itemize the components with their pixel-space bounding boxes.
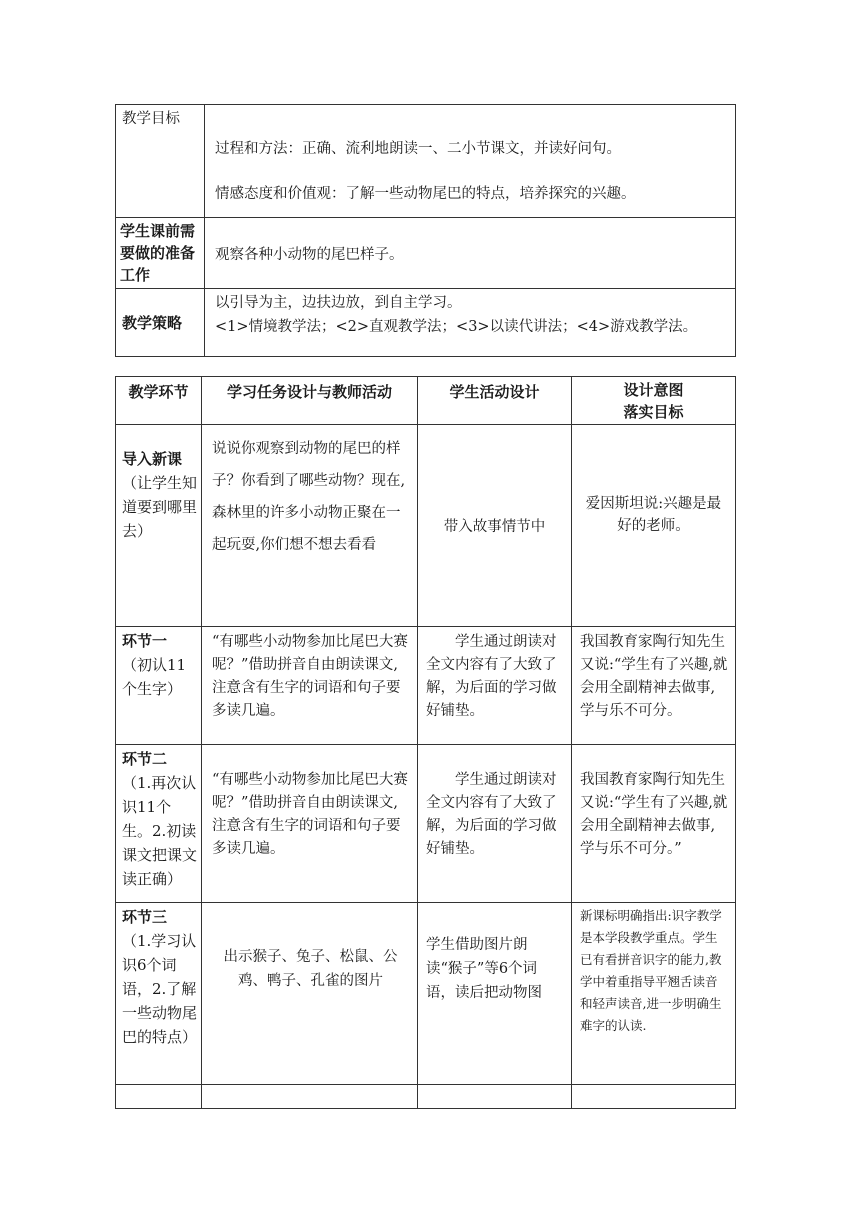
empty-cell [572, 1085, 736, 1109]
stage-cell [116, 903, 202, 1085]
stage-sub: （初认11个生字） [122, 656, 187, 698]
design-intent: 我国教育家陶行知先生又说:“学生有了兴趣,就会用全副精神去做事,学与乐不可分。” [572, 745, 736, 903]
goal-line-2: 情感态度和价值观：了解一些动物尾巴的特点，培养探究的兴趣。 [215, 186, 636, 202]
empty-cell [116, 1085, 202, 1109]
stage-cell [116, 425, 202, 627]
stage-sub: （让学生知道要到哪里去） [122, 474, 198, 540]
header-row [116, 377, 736, 425]
student-activity: 学生借助图片朗读“猴子”等6个词语，读后把动物图 [418, 903, 572, 1085]
student-activity: 带入故事情节中 [418, 425, 572, 627]
goals-label: 教学目标 [116, 105, 205, 218]
lesson-info-table [115, 104, 736, 357]
header-intent [572, 377, 736, 425]
table-row [116, 745, 736, 903]
teacher-activity: “有哪些小动物参加比尾巴大赛呢？”借助拼音自由朗读课文,注意含有生字的词语和句子要多读几遍。 [202, 627, 418, 745]
strategy-content [205, 289, 736, 357]
table-row [116, 627, 736, 745]
empty-cell [202, 1085, 418, 1109]
design-intent: 爱因斯坦说:兴趣是最好的老师。 [572, 425, 736, 627]
header-teacher: 学习任务设计与教师活动 [202, 377, 418, 425]
header-intent-line1: 设计意图 [623, 381, 684, 399]
teacher-activity: 出示猴子、兔子、松鼠、公鸡、鸭子、孔雀的图片 [202, 903, 418, 1085]
stage-title: 环节二 [122, 750, 168, 768]
strategy-line-1: 以引导为主，边扶边放，到自主学习。 [215, 295, 462, 311]
table-row [116, 425, 736, 627]
prep-row [116, 218, 736, 289]
stage-sub: （1.学习认识6个词语，2.了解一些动物尾巴的特点） [122, 932, 198, 1046]
header-stage: 教学环节 [116, 377, 202, 425]
strategy-line-2: <1>情境教学法；<2>直观教学法；<3>以读代讲法；<4>游戏教学法。 [215, 319, 698, 335]
goal-line-1: 过程和方法：正确、流利地朗读一、二小节课文，并读好问句。 [215, 141, 621, 157]
strategy-label: 教学策略 [116, 289, 205, 357]
teacher-activity: 说说你观察到动物的尾巴的样子？你看到了哪些动物？现在,森林里的许多小动物正聚在一起玩耍,你们想不想去看看 [202, 425, 418, 627]
goals-content [205, 105, 736, 218]
stage-title: 导入新课 [122, 450, 183, 468]
prep-label: 学生课前需要做的准备工作 [116, 218, 205, 289]
teacher-activity: “有哪些小动物参加比尾巴大赛呢？”借助拼音自由朗读课文,注意含有生字的词语和句子要多读几遍。 [202, 745, 418, 903]
header-intent-line2: 落实目标 [623, 403, 684, 421]
stage-cell [116, 627, 202, 745]
header-student: 学生活动设计 [418, 377, 572, 425]
prep-value: 观察各种小动物的尾巴样子。 [205, 218, 736, 289]
stage-title: 环节三 [122, 908, 168, 926]
stage-sub: （1.再次认识11个生。2.初读课文把课文读正确） [122, 774, 198, 888]
strategy-row [116, 289, 736, 357]
student-activity: 学生通过朗读对全文内容有了大致了解，为后面的学习做好铺垫。 [418, 745, 572, 903]
design-intent: 我国教育家陶行知先生又说:“学生有了兴趣,就会用全副精神去做事,学与乐不可分。 [572, 627, 736, 745]
stage-title: 环节一 [122, 632, 168, 650]
student-activity: 学生通过朗读对全文内容有了大致了解，为后面的学习做好铺垫。 [418, 627, 572, 745]
design-intent: 新课标明确指出:识字教学是本学段教学重点。学生已有看拼音识字的能力,教学中着重指导平翘舌读音和轻声读音,进一步明确生难字的认读. [572, 903, 736, 1085]
empty-cell [418, 1085, 572, 1109]
goals-row [116, 105, 736, 218]
table-row [116, 903, 736, 1085]
lesson-process-table [115, 376, 736, 1109]
empty-row [116, 1085, 736, 1109]
stage-cell [116, 745, 202, 903]
